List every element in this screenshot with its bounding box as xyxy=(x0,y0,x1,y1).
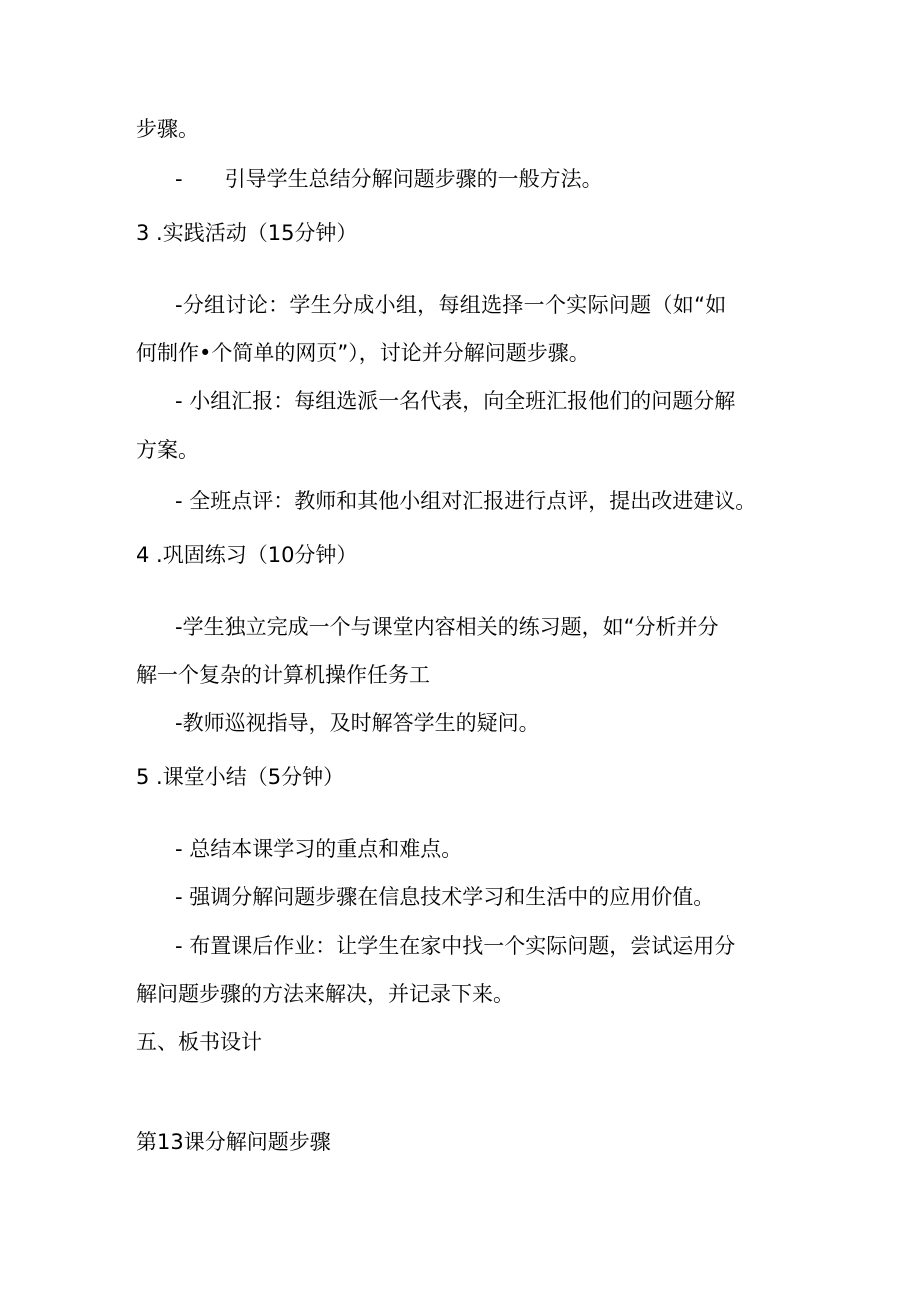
text-line: -学生独立完成一个与课堂内容相关的练习题，如“分析并分 xyxy=(175,615,719,639)
text-line: 解问题步骤的方法来解决，并记录下来。 xyxy=(136,982,514,1006)
text-line: - 强调分解问题步骤在信息技术学习和生活中的应用价值。 xyxy=(175,885,715,909)
text-line: 步骤。 xyxy=(136,117,199,141)
text-line: 解一个复杂的计算机操作任务工 xyxy=(136,663,430,687)
section-heading: 五、板书设计 xyxy=(136,1030,262,1054)
text-line: - 总结本课学习的重点和难点。 xyxy=(175,837,463,861)
text-line: - 全班点评：教师和其他小组对汇报进行点评，提出改进建议。 xyxy=(175,489,757,513)
text-line: - 布置课后作业：让学生在家中找一个实际问题，尝试运用分 xyxy=(175,934,736,958)
text-line: 何制作•个简单的网页”），讨论并分解问题步骤。 xyxy=(136,341,590,365)
section-heading: 3 .实践活动（15分钟） xyxy=(136,221,358,245)
text-line: - 引导学生总结分解问题步骤的一般方法。 xyxy=(175,167,603,191)
board-title: 第13课分解问题步骤 xyxy=(136,1130,331,1154)
section-heading: 4 .巩固练习（10分钟） xyxy=(136,543,358,567)
text-line: 方案。 xyxy=(136,438,199,462)
text-line: -教师巡视指导，及时解答学生的疑问。 xyxy=(175,711,540,735)
section-heading: 5 .课堂小结（5分钟） xyxy=(136,765,345,789)
text-line: - 小组汇报：每组选派一名代表，向全班汇报他们的问题分解 xyxy=(175,389,736,413)
text-line: -分组讨论：学生分成小组，每组选择一个实际问题（如“如 xyxy=(175,293,727,317)
